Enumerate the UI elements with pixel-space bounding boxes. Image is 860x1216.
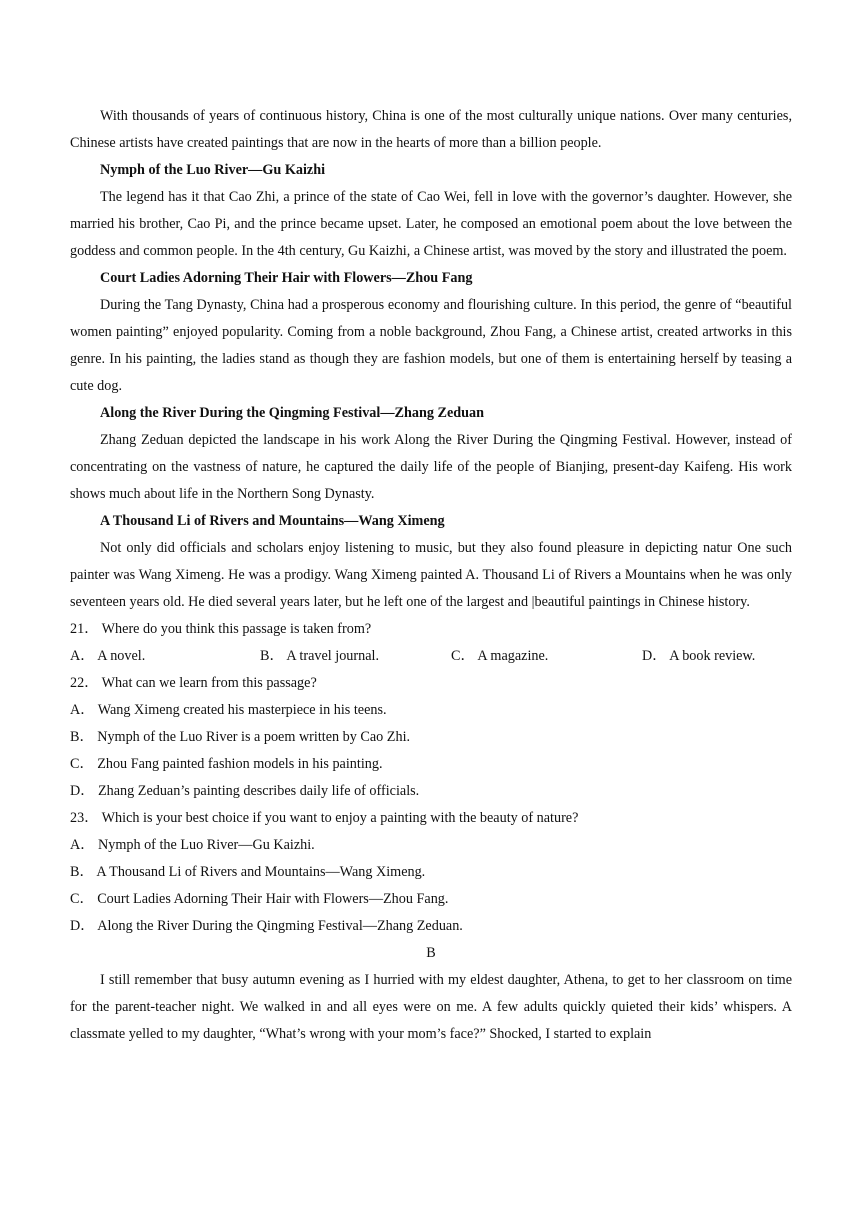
question-21-stem: 21． Where do you think this passage is taken from? (70, 621, 372, 637)
question-21-option-b: B． A travel journal. (260, 648, 379, 664)
document-content (70, 103, 792, 1048)
section-text-3: Zhang Zeduan depicted the landscape in his work Along the River During the Qingming Festival. However, instead of concentrating on the vastness of nature, he captured the daily life of the people of Bianjing, present-day Kaifeng. His work shows much about life in the Northern Song Dynasty. (70, 432, 792, 502)
passage-b-label: B (426, 945, 436, 961)
question-22-option-a: A． Wang Ximeng created his masterpiece in his teens. (70, 702, 387, 718)
section-heading-1: Nymph of the Luo River—Gu Kaizhi (100, 162, 326, 178)
question-21-options (70, 643, 792, 670)
question-23-stem: 23． Which is your best choice if you want to enjoy a painting with the beauty of nature? (70, 810, 579, 826)
question-23-option-c: C． Court Ladies Adorning Their Hair with Flowers—Zhou Fang. (70, 891, 449, 907)
section-heading-2: Court Ladies Adorning Their Hair with Flowers—Zhou Fang (100, 270, 473, 286)
section-text-4: Not only did officials and scholars enjoy listening to music, but they also found pleasure in depicting natur One such painter was Wang Ximeng. He was a prodigy. Wang Ximeng painted A. Thousand Li of Rivers a Mountains when he was only seventeen years old. He died several years later, but he left one of the largest and |beautiful paintings in Chinese history. (70, 540, 792, 610)
question-22-option-b: B． Nymph of the Luo River is a poem written by Cao Zhi. (70, 729, 411, 745)
question-21-option-d: D． A book review. (642, 648, 756, 664)
passage-b-text: I still remember that busy autumn evening as I hurried with my eldest daughter, Athena, to get to her classroom on time for the parent-teacher night. We walked in and all eyes were on me. A few adults quickly quieted their kids’ whispers. A classmate yelled to my daughter, “What’s wrong with your mom’s face?” Shocked, I started to explain (70, 972, 792, 1042)
question-22-stem: 22． What can we learn from this passage? (70, 675, 317, 691)
section-text-1: The legend has it that Cao Zhi, a prince of the state of Cao Wei, fell in love with the governor’s daughter. However, she married his brother, Cao Pi, and the prince became upset. Later, he composed an emotional poem about the love between the goddess and common people. In the 4th century, Gu Kaizhi, a Chinese artist, was moved by the story and illustrated the poem. (70, 189, 792, 259)
passage-a-intro: With thousands of years of continuous history, China is one of the most culturally unique nations. Over many centuries, Chinese artists have created paintings that are now in the hearts of more than a billion people. (70, 108, 792, 151)
section-text-2: During the Tang Dynasty, China had a prosperous economy and flourishing culture. In this period, the genre of “beautiful women painting” enjoyed popularity. Coming from a noble background, Zhou Fang, a Chinese artist, created artworks in this genre. In his painting, the ladies stand as though they are fashion models, but one of them is entertaining herself by teasing a cute dog. (70, 297, 792, 394)
question-22-option-c: C． Zhou Fang painted fashion models in his painting. (70, 756, 383, 772)
question-21-option-a: A． A novel. (70, 648, 146, 664)
question-22-option-d: D． Zhang Zeduan’s painting describes daily life of officials. (70, 783, 420, 799)
section-heading-4: A Thousand Li of Rivers and Mountains—Wang Ximeng (100, 513, 445, 529)
question-23-option-d: D． Along the River During the Qingming Festival—Zhang Zeduan. (70, 918, 463, 934)
question-23-option-a: A． Nymph of the Luo River—Gu Kaizhi. (70, 837, 315, 853)
section-heading-3: Along the River During the Qingming Festival—Zhang Zeduan (100, 405, 485, 421)
question-21-option-c: C． A magazine. (451, 648, 549, 664)
question-23-option-b: B． A Thousand Li of Rivers and Mountains—Wang Ximeng. (70, 864, 426, 880)
